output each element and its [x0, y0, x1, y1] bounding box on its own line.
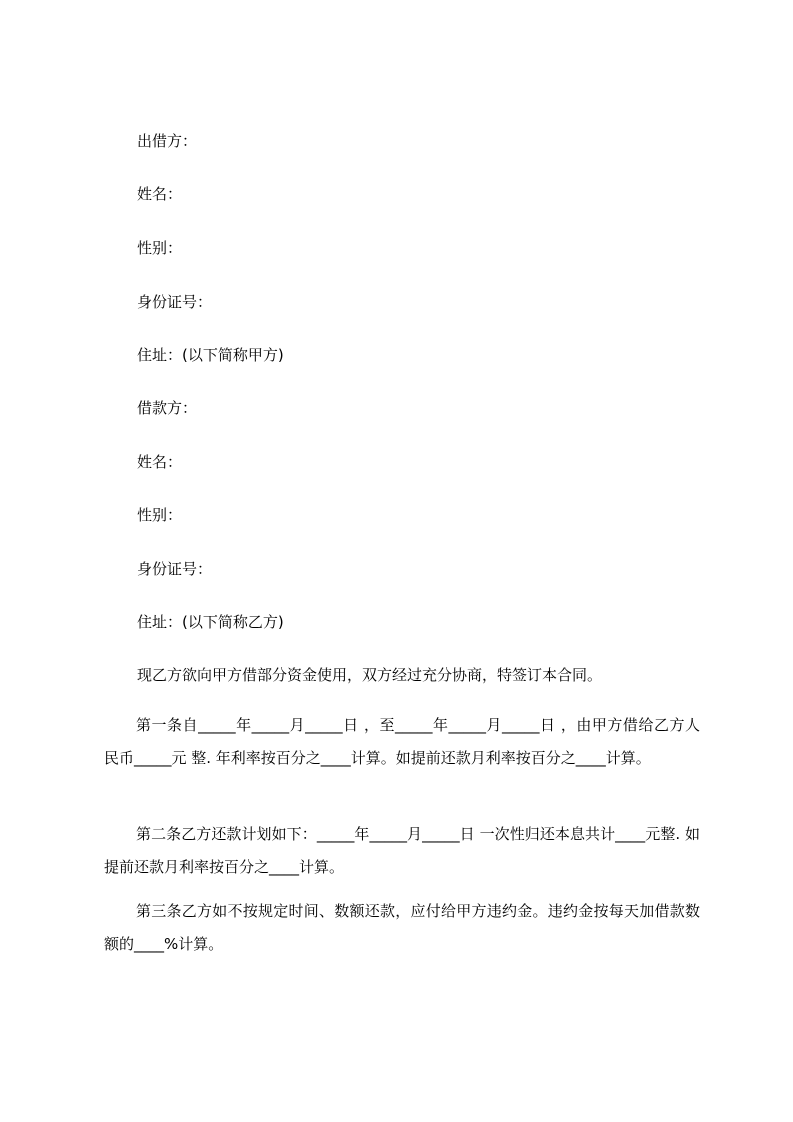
article-3: 第三条乙方如不按规定时间、数额还款，应付给甲方违约金。违约金按每天加借款数额的____%计算。 — [104, 902, 700, 953]
lender-heading: 出借方： — [137, 132, 198, 150]
borrower-name-label: 姓名： — [137, 453, 183, 471]
borrower-id-label: 身份证号： — [137, 560, 213, 578]
article-1: 第一条自_____年_____月_____日 ，至_____年_____月_____日 ，由甲方借给乙方人民币_____元 整. 年利率按百分之____计算。如提前还款月利率按百分之____计算。 — [104, 716, 700, 767]
article-2: 第二条乙方还款计划如下：_____年_____月_____日 一次性归还本息共计____元整. 如提前还款月利率按百分之____计算。 — [104, 825, 700, 876]
borrower-heading: 借款方： — [137, 399, 198, 417]
lender-gender-label: 性别： — [137, 239, 183, 257]
lender-name-label: 姓名： — [137, 185, 183, 203]
lender-address-label: 住址：(以下简称甲方) — [137, 346, 284, 364]
borrower-gender-label: 性别： — [137, 506, 183, 524]
contract-intro: 现乙方欲向甲方借部分资金使用，双方经过充分协商，特签订本合同。 — [137, 666, 603, 684]
lender-id-label: 身份证号： — [137, 293, 213, 311]
borrower-address-label: 住址：(以下简称乙方) — [137, 613, 284, 631]
